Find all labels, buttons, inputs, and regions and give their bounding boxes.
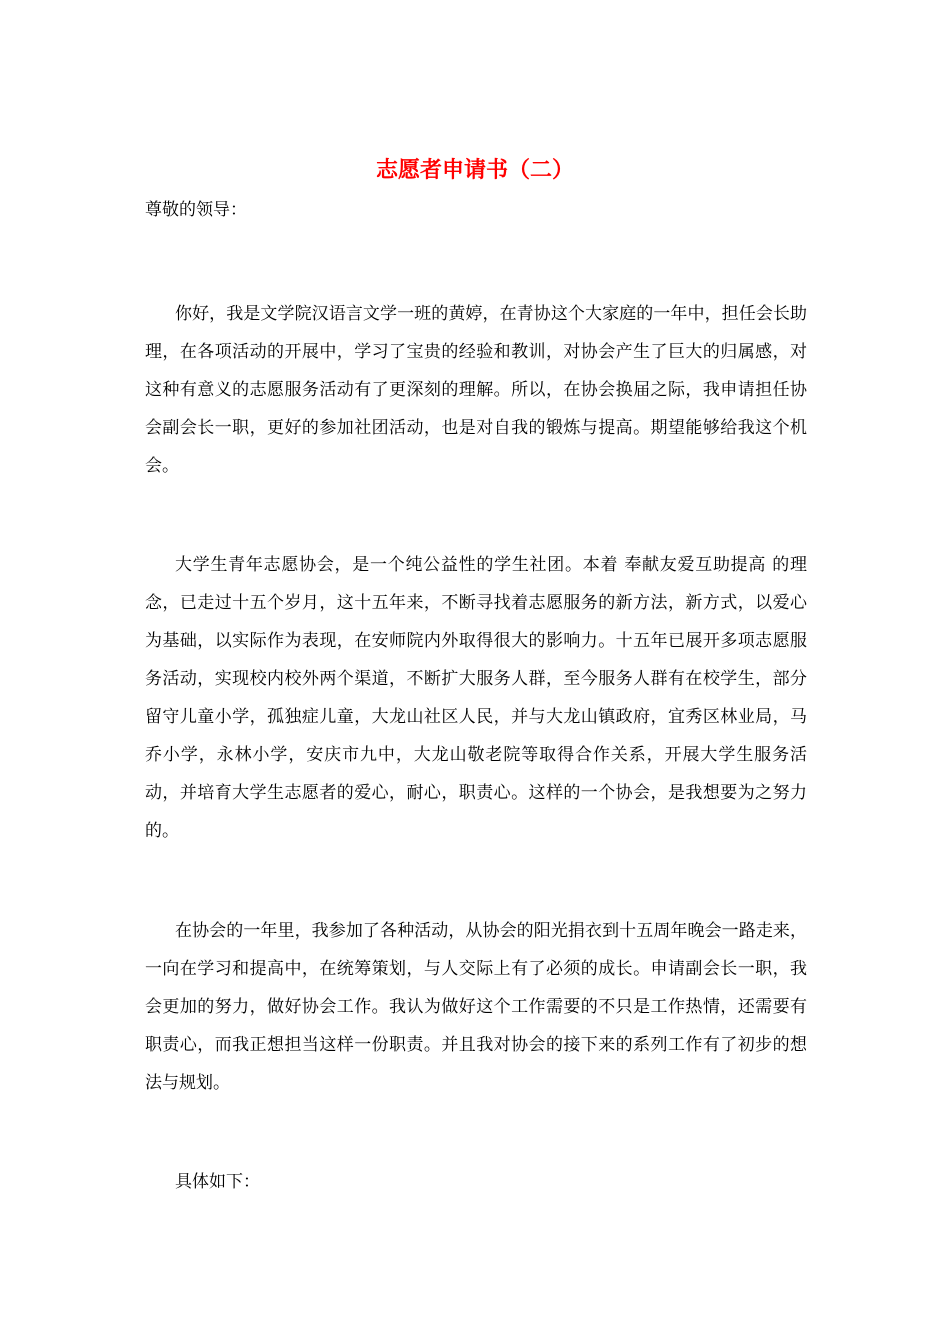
paragraph-details-heading: 具体如下： (175, 1172, 260, 1192)
paragraph-experience: 在协会的一年里，我参加了各种活动，从协会的阳光捐衣到十五周年晚会一路走来，一向在学习和提高中，在统筹策划，与人交际上有了必须的成长。申请副会长一职，我会更加的努力，做好协会工作。我认为做好这个工作需要的不只是工作热情，还需要有职责心，而我正想担当这样一份职责。并且我对协会的接下来的系列工作有了初步的想法与规划。 (145, 921, 807, 1093)
greeting-line: 尊敬的领导： (145, 200, 247, 220)
document-title: 志愿者申请书（二） (375, 157, 574, 183)
paragraph-association: 大学生青年志愿协会，是一个纯公益性的学生社团。本着 奉献友爱互助提高 的理念，已走过十五个岁月，这十五年来，不断寻找着志愿服务的新方法，新方式，以爱心为基础，以实际作为表现，在安师院内外取得很大的影响力。十五年已展开多项志愿服务活动，实现校内校外两个渠道，不断扩大服务人群，至今服务人群有在校学生，部分留守儿童小学，孤独症儿童，大龙山社区人民，并与大龙山镇政府，宜秀区林业局，马乔小学，永林小学，安庆市九中，大龙山敬老院等取得合作关系，开展大学生服务活动，并培育大学生志愿者的爱心，耐心，职责心。这样的一个协会，是我想要为之努力的。 (145, 555, 807, 841)
paragraph-intro: 你好，我是文学院汉语言文学一班的黄婷，在青协这个大家庭的一年中，担任会长助理，在各项活动的开展中，学习了宝贵的经验和教训，对协会产生了巨大的归属感，对这种有意义的志愿服务活动有了更深刻的理解。所以，在协会换届之际，我申请担任协会副会长一职，更好的参加社团活动，也是对自我的锻炼与提高。期望能够给我这个机会。 (145, 304, 807, 476)
